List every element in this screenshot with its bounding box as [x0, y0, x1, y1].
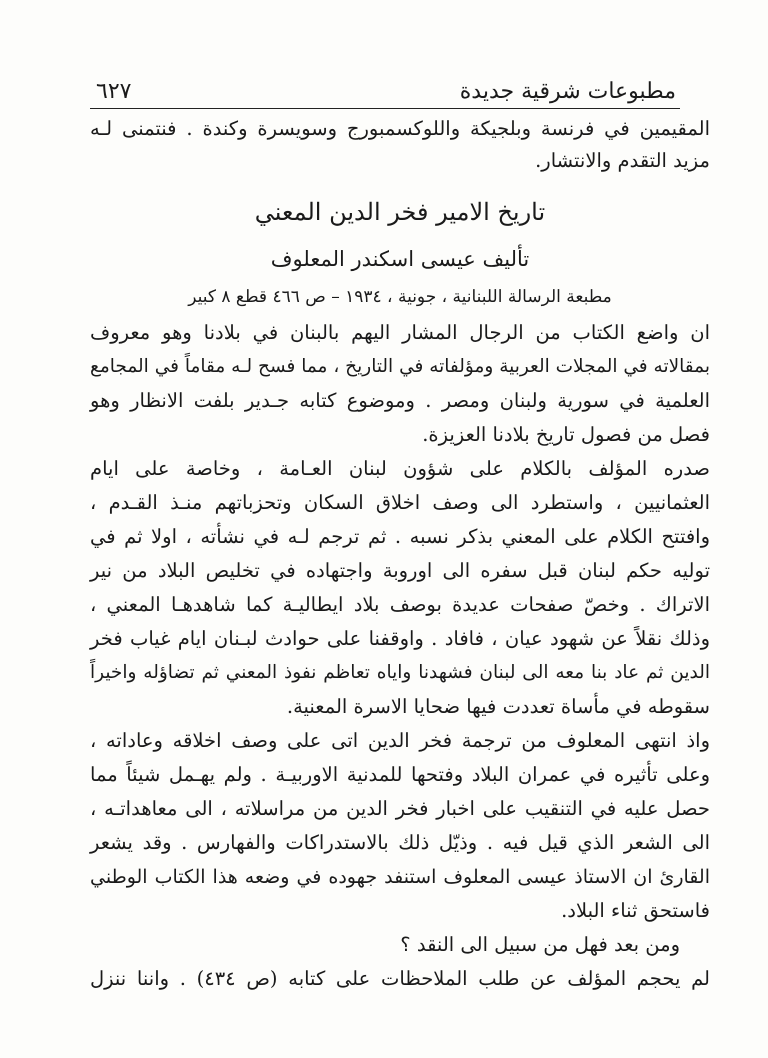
paragraph-line: وذلك نقلاً عن شهود عيان ، فافاد . واوقفنا على حوادث لبـنان ايام غياب فخر — [90, 627, 710, 650]
paragraph-line: واذ انتهى المعلوف من ترجمة فخر الدين اتى على وصف اخلاقه وعاداته ، — [90, 729, 710, 752]
book-title: تاريخ الامير فخر الدين المعني — [254, 198, 546, 226]
publication-info: مطبعة الرسالة اللبنانية ، جونية ، ١٩٣٤ – ص ٤٦٦ قطع ٨ كبير — [188, 287, 612, 307]
intro-line: مزيد التقدم والانتشار. — [535, 149, 710, 172]
running-header — [96, 68, 676, 104]
book-author: تأليف عيسى اسكندر المعلوف — [270, 247, 530, 271]
paragraph-line: توليه حكم لبنان قبل سفره الى اوروبة واجتهاده في تخليص البلاد من نير — [90, 559, 710, 582]
paragraph-line: العثمانيين ، واستطرد الى وصف اخلاق السكان وتحزباتهم منـذ القـدم ، — [90, 491, 710, 514]
paragraph-line: فصل من فصول تاريخ بلادنا العزيزة. — [422, 423, 710, 446]
paragraph-line: ان واضع الكتاب من الرجال المشار اليهم بالبنان في بلادنا وهو معروف — [90, 321, 710, 344]
intro-line: المقيمين في فرنسة وبلجيكة واللوكسمبورج وسويسرة وكندة . فنتمنى لـه — [90, 117, 710, 140]
paragraph-line: فاستحق ثناء البلاد. — [561, 899, 710, 922]
page-number: ٦٢٧ — [96, 79, 132, 104]
paragraph-line: الدين ثم عاد بنا معه الى لبنان فشهدنا واياه تعاظم نفوذ المعني ثم تضاؤله واخيراً — [90, 662, 710, 683]
paragraph-line: وعلى تأثيره في عمران البلاد وفتحها للمدنية الاوربيـة . ولم يهـمل شيئاً مما — [90, 763, 710, 786]
paragraph-line: العلمية في سورية ولبنان ومصر . وموضوع كتابه جـدير بلفت الانظار وهو — [90, 389, 710, 412]
paragraph-line: صدره المؤلف بالكلام على شؤون لبنان العـامة ، وخاصة على ايام — [90, 457, 710, 480]
paragraph-line: بمقالاته في المجلات العربية ومؤلفاته في التاريخ ، مما فسح لـه مقاماً في المجامع — [90, 356, 710, 377]
section-title: مطبوعات شرقية جديدة — [459, 79, 676, 104]
paragraph-line: لم يحجم المؤلف عن طلب الملاحظات على كتابه (ص ٤٣٤) . واننا ننزل — [90, 967, 711, 990]
paragraph-line: حصل عليه في التنقيب على اخبار فخر الدين من مراسلاته ، الى معاهداتـه ، — [90, 797, 710, 820]
paragraph-line: الاتراك . وخصّ صفحات عديدة بوصف بلاد ايطاليـة كما شاهدهـا المعني ، — [90, 593, 710, 616]
paragraph-line: ومن بعد فهل من سبيل الى النقد ؟ — [400, 933, 680, 956]
paragraph-line: القارئ ان الاستاذ عيسى المعلوف استنفد جهوده في وضعه هذا الكتاب الوطني — [90, 866, 710, 888]
paragraph-line: وافتتح الكلام على المعني بذكر نسبه . ثم ترجم لـه في نشأته ، اولا ثم في — [90, 525, 710, 548]
paragraph-line: سقوطه في مأساة تعددت فيها ضحايا الاسرة المعنية. — [286, 695, 710, 718]
paragraph-line: الى الشعر الذي قيل فيه . وذيّل ذلك بالاستدراكات والفهارس . وقد يشعر — [90, 831, 710, 854]
header-rule — [90, 108, 680, 109]
